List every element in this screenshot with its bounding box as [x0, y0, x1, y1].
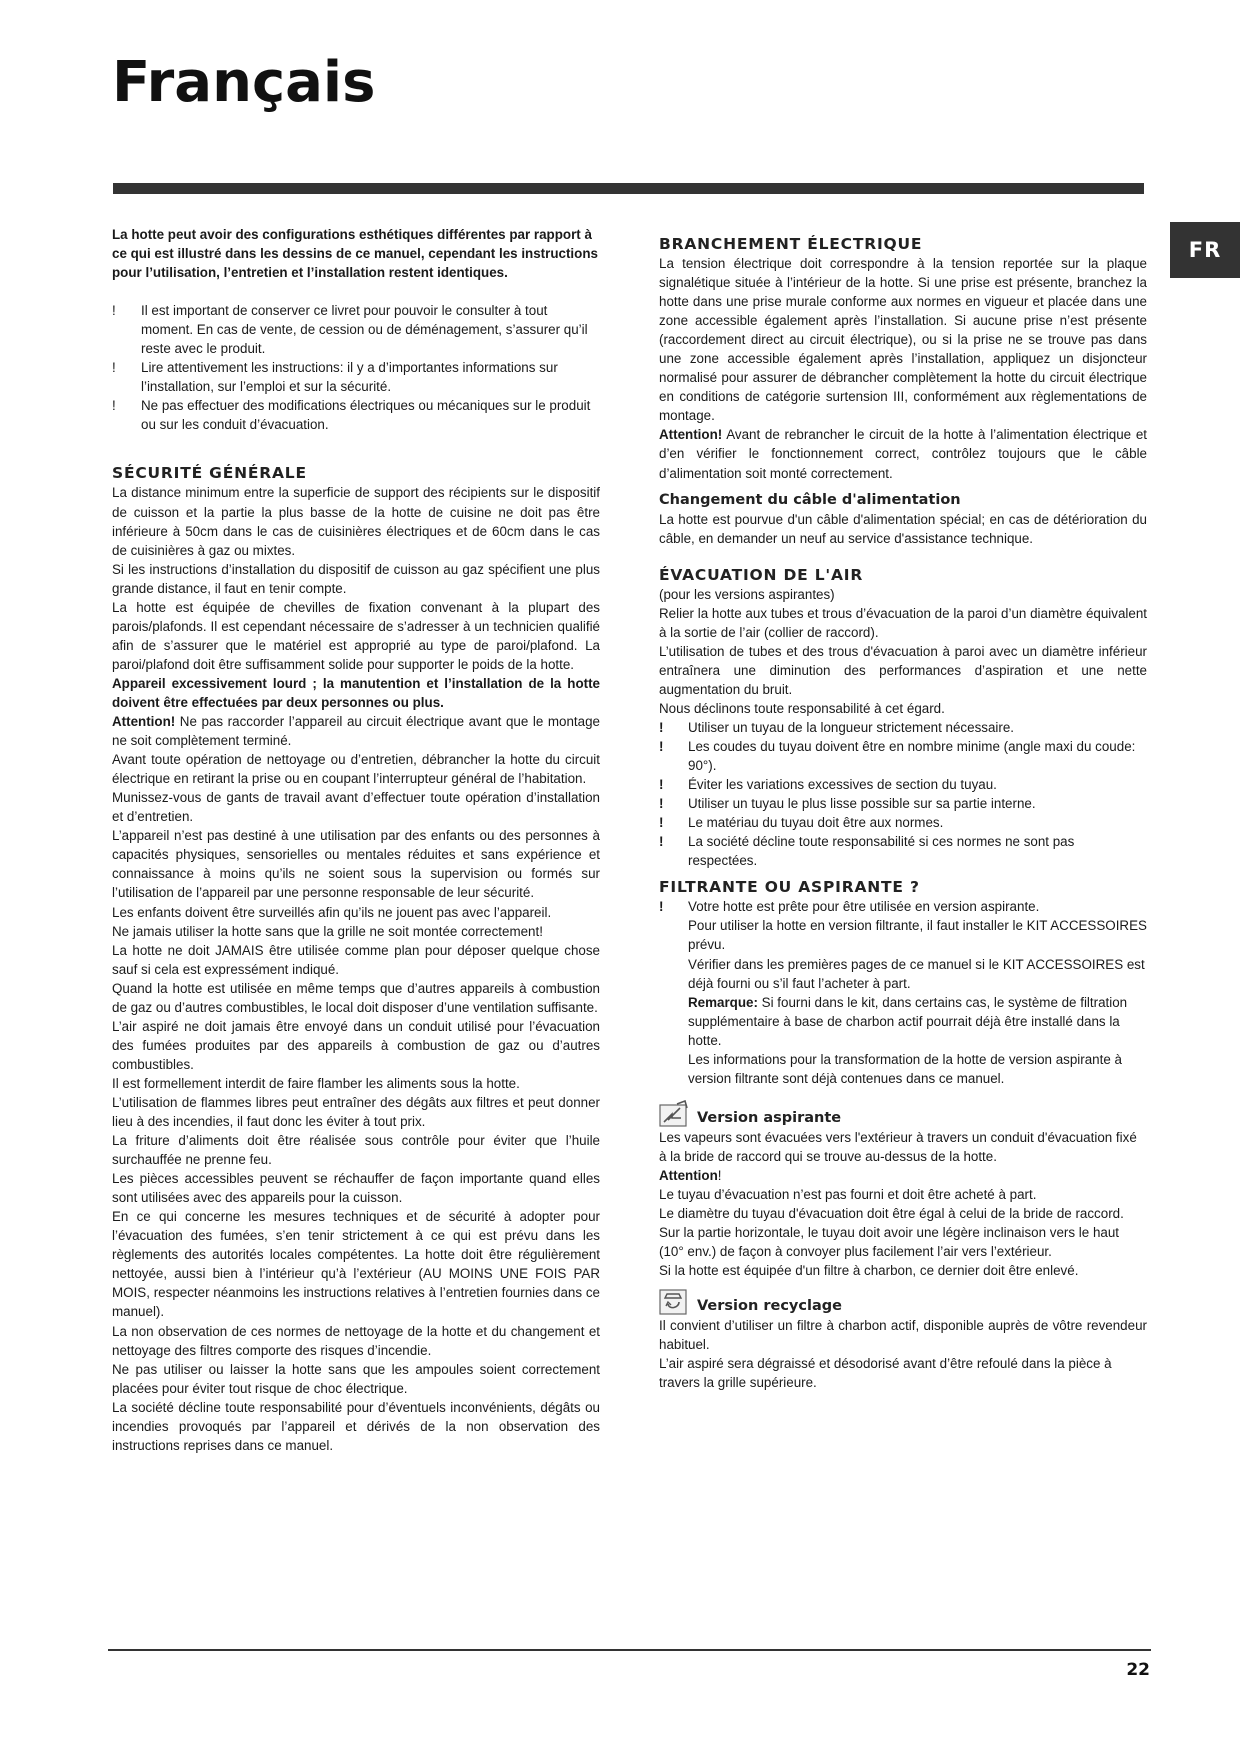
language-tab: FR — [1170, 222, 1240, 278]
list-item — [659, 897, 1147, 1087]
list-item — [112, 396, 600, 434]
paragraph: Le tuyau d’évacuation n’est pas fourni et doit être acheté à part. — [659, 1186, 1037, 1202]
paragraph: La distance minimum entre la superficie de support des récipients sur le dispositif de cuisson et la partie la plus basse de la hotte de cuisine ne doit pas être inférieure à 50cm dans le cas de cuisinières électriques et de 60cm dans le cas de cuisinières à gaz ou mixtes. — [112, 485, 600, 558]
warning-mark: ! — [659, 777, 664, 793]
paragraph: Relier la hotte aux tubes et trous d’évacuation de la paroi d’un diamètre équivalent à la sortie de l’air (collier de raccord). — [659, 605, 1147, 640]
paragraph — [112, 712, 600, 750]
paragraph: Les informations pour la transformation de la hotte de version aspirante à version filtrante sont déjà contenues dans ce manuel. — [688, 1051, 1122, 1086]
paragraph: La non observation de ces normes de nettoyage de la hotte et du changement et nettoyage des filtres comporte des risques d’incendie. — [112, 1323, 600, 1358]
list-item — [112, 358, 600, 396]
exhaust-list — [659, 718, 1147, 870]
section-heading-filter: FILTRANTE OU ASPIRANTE ? — [659, 878, 920, 897]
paragraph: Les pièces accessibles peuvent se réchauffer de façon importante quand elles sont utilisées avec des appareils pour la cuisson. — [112, 1171, 600, 1206]
list-item-text: La société décline toute responsabilité si ces normes ne sont pas respectées. — [688, 834, 1075, 869]
paragraph: Si la hotte est équipée d'un filtre à charbon, ce dernier doit être enlevé. — [659, 1263, 1079, 1279]
warning-mark: ! — [112, 303, 116, 319]
paragraph: La société décline toute responsabilité pour d’éventuels inconvénients, dégâts ou incendies provoqués par l’appareil et dérivés de la non observation des instructions reprises dans ce manuel. — [112, 1399, 600, 1453]
paragraph: Le diamètre du tuyau d'évacuation doit être égal à celui de la bride de raccord. — [659, 1206, 1124, 1222]
header-rule — [113, 183, 1144, 194]
paragraph: La friture d’aliments doit être réalisée sous contrôle pour éviter que l’huile surchauffée ne prenne feu. — [112, 1133, 600, 1168]
paragraph: Ne jamais utiliser la hotte sans que la grille ne soit montée correctement! — [112, 923, 543, 939]
warning-list — [112, 301, 600, 434]
list-item — [659, 794, 1147, 813]
paragraph: L’air aspiré sera dégraissé et désodorisé avant d’être refoulé dans la pièce à travers la grille supérieure. — [659, 1356, 1112, 1391]
paragraph-text: Avant de rebrancher le circuit de la hotte à l’alimentation électrique et d’en vérifier le fonctionnement correct, contrôlez toujours que le câble d’alimentation soit monté correctement. — [659, 427, 1147, 481]
warning-mark: ! — [659, 739, 664, 755]
list-item-text: Ne pas effectuer des modifications électriques ou mécaniques sur le produit ou sur les conduit d’évacuation. — [141, 398, 591, 433]
paragraph: La hotte ne doit JAMAIS être utilisée comme plan pour déposer quelque chose sauf si cela est expressément indiqué. — [112, 942, 600, 977]
paragraph: Avant toute opération de nettoyage ou d’entretien, débrancher la hotte du circuit électrique en retirant la prise ou en coupant l’interrupteur général de l’habitation. — [112, 752, 600, 787]
subheading-recyclage: Version recyclage — [697, 1298, 842, 1315]
subheading-cable: Changement du câble d'alimentation — [659, 491, 961, 508]
paragraph — [659, 1166, 1147, 1185]
paragraph: (pour les versions aspirantes) — [659, 586, 835, 602]
filter-text-block — [688, 897, 1147, 1087]
paragraph: Ne pas utiliser ou laisser la hotte sans que les ampoules soient correctement placées pour éviter tout risque de choc électrique. — [112, 1361, 600, 1396]
paragraph: Pour utiliser la hotte en version filtrante, il faut installer le KIT ACCESSOIRES prévu. — [688, 918, 1147, 953]
list-item — [659, 832, 1147, 870]
paragraph: Il convient d’utiliser un filtre à charbon actif, disponible auprès de vôtre revendeur habituel. — [659, 1318, 1147, 1353]
paragraph: La hotte est équipée de chevilles de fixation convenant à la plupart des parois/plafonds. Il est cependant nécessaire de s’adresser à un technicien qualifié afin de s’assurer que le matériel est approprié au type de paroi/plafond. La paroi/plafond doit être suffisamment solide pour supporter le poids de la hotte. — [112, 599, 600, 672]
remark-label: Remarque: — [688, 994, 758, 1010]
paragraph: La tension électrique doit correspondre à la tension reportée sur la plaque signalétique située à l’intérieur de la hotte. Si une prise est présente, branchez la hotte dans une prise murale conforme aux normes en vigueur et placée dans une zone accessible également après l’installation. Si aucune prise n’est présente (raccordement direct au circuit électrique), ou si la prise ne se trouve pas dans une zone accessible également après l’installation, appliquez un disjoncteur normalisé pour assurer de débrancher complètement la hotte du circuit électrique en conditions de catégorie surtension III, conformément aux règlementations de montage. — [659, 256, 1147, 424]
paragraph: Munissez-vous de gants de travail avant d’effectuer toute opération d’installation et d’entretien. — [112, 790, 600, 825]
list-item — [659, 775, 1147, 794]
paragraph — [659, 425, 1147, 482]
paragraph-text: Ne pas raccorder l’appareil au circuit électrique avant que le montage ne soit complètement terminé. — [112, 714, 600, 749]
paragraph: Les vapeurs sont évacuées vers l'extérieur à travers un conduit d'évacuation fixé à la bride de raccord qui se trouve au-dessus de la hotte. — [659, 1129, 1137, 1164]
list-item-text: Lire attentivement les instructions: il y a d’importantes informations sur l’installation, sur l’emploi et sur la sécurité. — [141, 360, 558, 395]
warning-mark: ! — [659, 719, 664, 735]
attention-label: Attention — [659, 1167, 718, 1183]
list-item-text: Utiliser un tuyau le plus lisse possible sur sa partie interne. — [688, 796, 1036, 812]
page-number: 22 — [1126, 1660, 1150, 1680]
paragraph: Vérifier dans les premières pages de ce manuel si le KIT ACCESSOIRES est déjà fourni ou s’il faut l’acheter à part. — [688, 956, 1145, 991]
footer-rule — [108, 1649, 1151, 1651]
paragraph: La hotte est pourvue d'un câble d'alimentation spécial; en cas de détérioration du câble, en demander un neuf au service d'assistance technique. — [659, 511, 1147, 546]
list-item-text: Il est important de conserver ce livret pour pouvoir le consulter à tout moment. En cas de vente, de cession ou de déménagement, s’assurer qu’il reste avec le produit. — [141, 303, 588, 357]
filter-block — [659, 897, 1147, 1087]
paragraph — [688, 993, 1147, 1050]
paragraph-bold: Appareil excessivement lourd ; la manutention et l’installation de la hotte doivent être effectuées par deux personnes ou plus. — [112, 675, 600, 710]
paragraph: Nous déclinons toute responsabilité à cet égard. — [659, 700, 945, 716]
section-heading-air: ÉVACUATION DE L'AIR — [659, 565, 864, 584]
list-item — [659, 813, 1147, 832]
paragraph: L’utilisation de flammes libres peut entraîner des dégâts aux filtres et peut donner lieu à des incendies, il faut donc les éviter à tout prix. — [112, 1094, 600, 1130]
paragraph-text: Si fourni dans le kit, dans certains cas, le système de filtration supplémentaire à base de charbon actif pourrait déjà être installé dans la hotte. — [688, 994, 1128, 1048]
page-title: Français — [112, 50, 376, 115]
paragraph: L’air aspiré ne doit jamais être envoyé dans un conduit utilisé pour l’évacuation des fumées produites par des appareils à combustion de gaz ou d’autres combustibles. — [112, 1018, 600, 1072]
warning-mark: ! — [112, 360, 116, 376]
section-heading-electric: BRANCHEMENT ÉLECTRIQUE — [659, 235, 923, 253]
warning-mark: ! — [112, 398, 116, 414]
warning-mark: ! — [659, 796, 664, 812]
paragraph: Il est formellement interdit de faire flamber les aliments sous la hotte. — [112, 1075, 520, 1091]
exclamation: ! — [717, 1167, 722, 1183]
paragraph: En ce qui concerne les mesures techniques et de sécurité à adopter pour l’évacuation des fumées, s’en tenir strictement à ce qui est prévu dans les règlements des autorités locales compétentes. La hotte doit être régulièrement nettoyée, aussi bien à l’intérieur qu’à l’extérieur (AU MOINS UNE FOIS PAR MOIS, respecter néanmoins les instructions relatives à l’entretien fournies dans ce manuel). — [112, 1209, 600, 1320]
subheading-aspirante: Version aspirante — [697, 1109, 842, 1126]
paragraph: Les enfants doivent être surveillés afin qu’ils ne jouent pas avec l’appareil. — [112, 904, 552, 920]
paragraph: Quand la hotte est utilisée en même temps que d’autres appareils à combustion de gaz ou d’autres combustibles, le local doit disposer d’une ventilation suffisante. — [112, 980, 600, 1015]
warning-mark: ! — [659, 834, 664, 850]
left-column — [112, 225, 600, 1455]
list-item — [659, 737, 1147, 775]
paragraph: Sur la partie horizontale, le tuyau doit avoir une légère inclinaison vers le haut (10° env.) de façon à convoyer plus facilement l’air vers l’extérieur. — [659, 1225, 1120, 1260]
section-heading-safety: SÉCURITÉ GÉNÉRALE — [112, 464, 307, 483]
list-item-text: Utiliser un tuyau de la longueur strictement nécessaire. — [688, 719, 1015, 735]
paragraph: Si les instructions d’installation du dispositif de cuisson au gaz spécifient une plus grande distance, il faut en tenir compte. — [112, 561, 600, 596]
recirculation-icon — [659, 1288, 689, 1316]
list-item-text: Le matériau du tuyau doit être aux normes. — [688, 815, 944, 831]
attention-label: Attention! — [112, 714, 176, 730]
paragraph: L’utilisation de tubes et des trous d'évacuation à paroi avec un diamètre inférieur entraînera une diminution des performances d’aspiration et une nette augmentation du bruit. — [659, 643, 1147, 697]
version-recyclage-heading — [659, 1288, 1147, 1316]
list-item — [659, 718, 1147, 737]
version-aspirante-heading — [659, 1100, 1147, 1128]
warning-mark: ! — [659, 815, 664, 831]
list-item-text: Les coudes du tuyau doivent être en nombre minime (angle maxi du coude: 90°). — [688, 739, 1136, 774]
paragraph: L’appareil n’est pas destiné à une utilisation par des enfants ou des personnes à capacités physiques, sensorielles ou mentales réduites et sans expérience et connaissance à moins qu’ils ne soient sous la supervision ou formés sur l’utilisation de l’appareil par une personne responsable de leur sécurité. — [112, 828, 600, 901]
exhaust-hood-icon — [659, 1100, 689, 1128]
attention-label: Attention! — [659, 427, 723, 443]
list-item-text: Éviter les variations excessives de section du tuyau. — [688, 777, 997, 793]
warning-mark: ! — [659, 899, 664, 915]
intro-paragraph: La hotte peut avoir des configurations esthétiques différentes par rapport à ce qui est illustré dans les dessins de ce manuel, cependant les instructions pour l’utilisation, l’entretien et l’installation restent identiques. — [112, 227, 598, 281]
paragraph: Votre hotte est prête pour être utilisée en version aspirante. — [688, 899, 1040, 915]
right-column — [659, 234, 1147, 1392]
list-item — [112, 301, 600, 358]
